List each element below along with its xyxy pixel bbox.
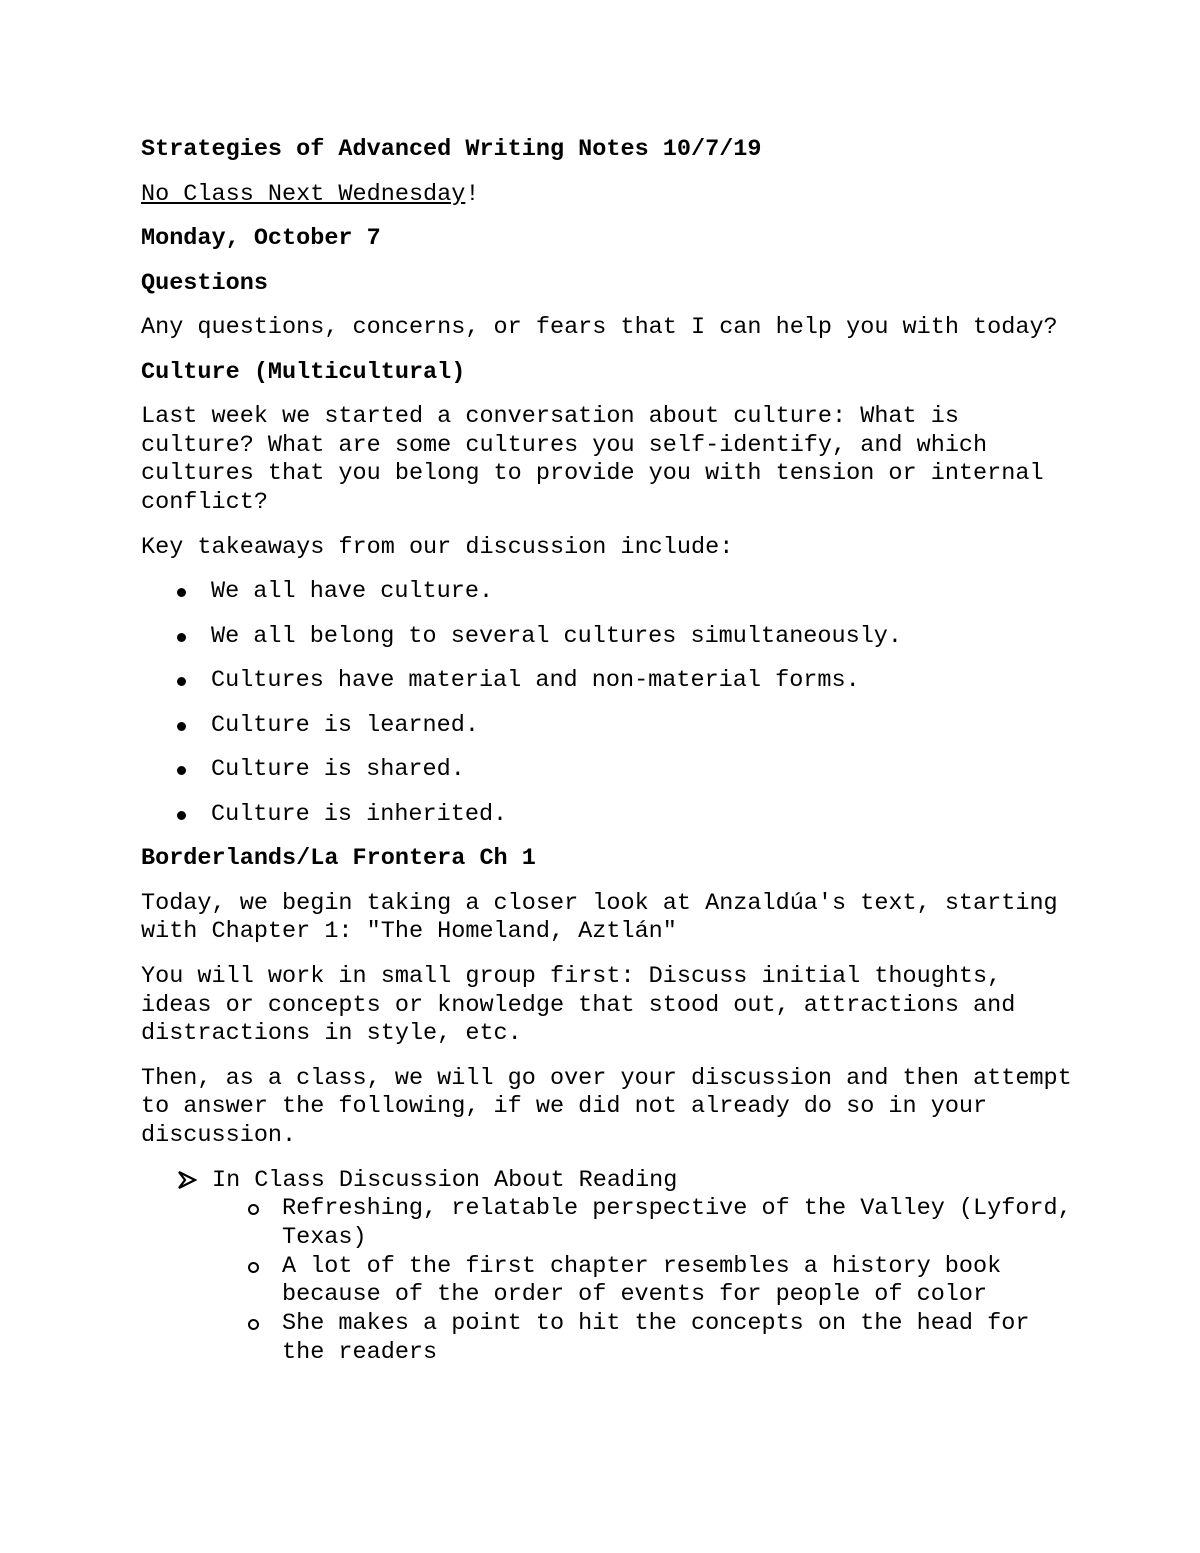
arrowhead-bullet-icon: [177, 1170, 197, 1190]
list-item-text: A lot of the first chapter resembles a history book because of the order of events for people of color: [282, 1252, 1002, 1309]
list-item-text: She makes a point to hit the concepts on the head for the readers: [282, 1310, 1030, 1366]
discussion-label: In Class Discussion About Reading: [212, 1166, 678, 1194]
list-item-text: Cultures have material and non-material forms.: [211, 667, 860, 695]
hollow-circle-bullet-icon: [248, 1262, 259, 1273]
hollow-circle-bullet-icon: [248, 1319, 259, 1330]
borderlands-para-2: You will work in small group first: Discuss initial thoughts, ideas or concepts or knowledge that stood out, attractions and distractions in style, etc.: [141, 962, 1016, 1048]
list-item: [141, 801, 1081, 830]
borderlands-para-3: Then, as a class, we will go over your discussion and then attempt to answer the following, if we did not already do so in your discussion.: [141, 1064, 1072, 1150]
bullet-icon: [177, 633, 186, 642]
list-item: [141, 712, 1081, 741]
bullet-icon: [177, 811, 186, 820]
list-item-text: Refreshing, relatable perspective of the Valley (Lyford, Texas): [282, 1195, 1072, 1252]
list-item: [141, 1253, 1081, 1310]
date-heading: Monday, October 7: [141, 225, 381, 252]
notice-punctuation: !: [465, 180, 480, 208]
list-item: [141, 667, 1081, 696]
bullet-icon: [177, 677, 186, 686]
document-title: Strategies of Advanced Writing Notes 10/7/19: [141, 136, 762, 163]
questions-body: Any questions, concerns, or fears that I can help you with today?: [141, 314, 1058, 341]
list-item-text: Culture is inherited.: [211, 800, 508, 828]
borderlands-para-1: Today, we begin taking a closer look at Anzaldúa's text, starting with Chapter 1: "The Homeland, Aztlán": [141, 889, 1058, 946]
section-heading-questions: Questions: [141, 269, 268, 297]
discussion-list: [141, 1167, 1081, 1368]
culture-body: Last week we started a conversation about culture: What is culture? What are some cultures you self-identify, and which cultures that you belong to provide you with tension or internal conflict?: [141, 403, 1044, 517]
takeaways-intro: Key takeaways from our discussion include:: [141, 533, 734, 561]
hollow-circle-bullet-icon: [248, 1204, 259, 1215]
section-heading-culture: Culture (Multicultural): [141, 358, 466, 386]
list-item: [141, 623, 1081, 652]
notice-line: [141, 181, 1081, 210]
bullet-icon: [177, 722, 186, 731]
takeaways-list: [141, 578, 1081, 829]
list-item-text: Culture is learned.: [211, 711, 479, 739]
discussion-item: [141, 1167, 1081, 1368]
list-item: [141, 1310, 1081, 1367]
document-page: [141, 136, 1081, 1368]
list-item: [141, 1195, 1081, 1252]
list-item: [141, 578, 1081, 607]
list-item-text: We all have culture.: [211, 578, 494, 606]
discussion-points: [141, 1195, 1081, 1367]
list-item-text: Culture is shared.: [211, 756, 465, 784]
section-heading-borderlands: Borderlands/La Frontera Ch 1: [141, 845, 536, 873]
bullet-icon: [177, 766, 186, 775]
notice-text: No Class Next Wednesday: [141, 180, 466, 208]
bullet-icon: [177, 588, 186, 597]
list-item: [141, 756, 1081, 785]
list-item-text: We all belong to several cultures simultaneously.: [211, 622, 903, 650]
